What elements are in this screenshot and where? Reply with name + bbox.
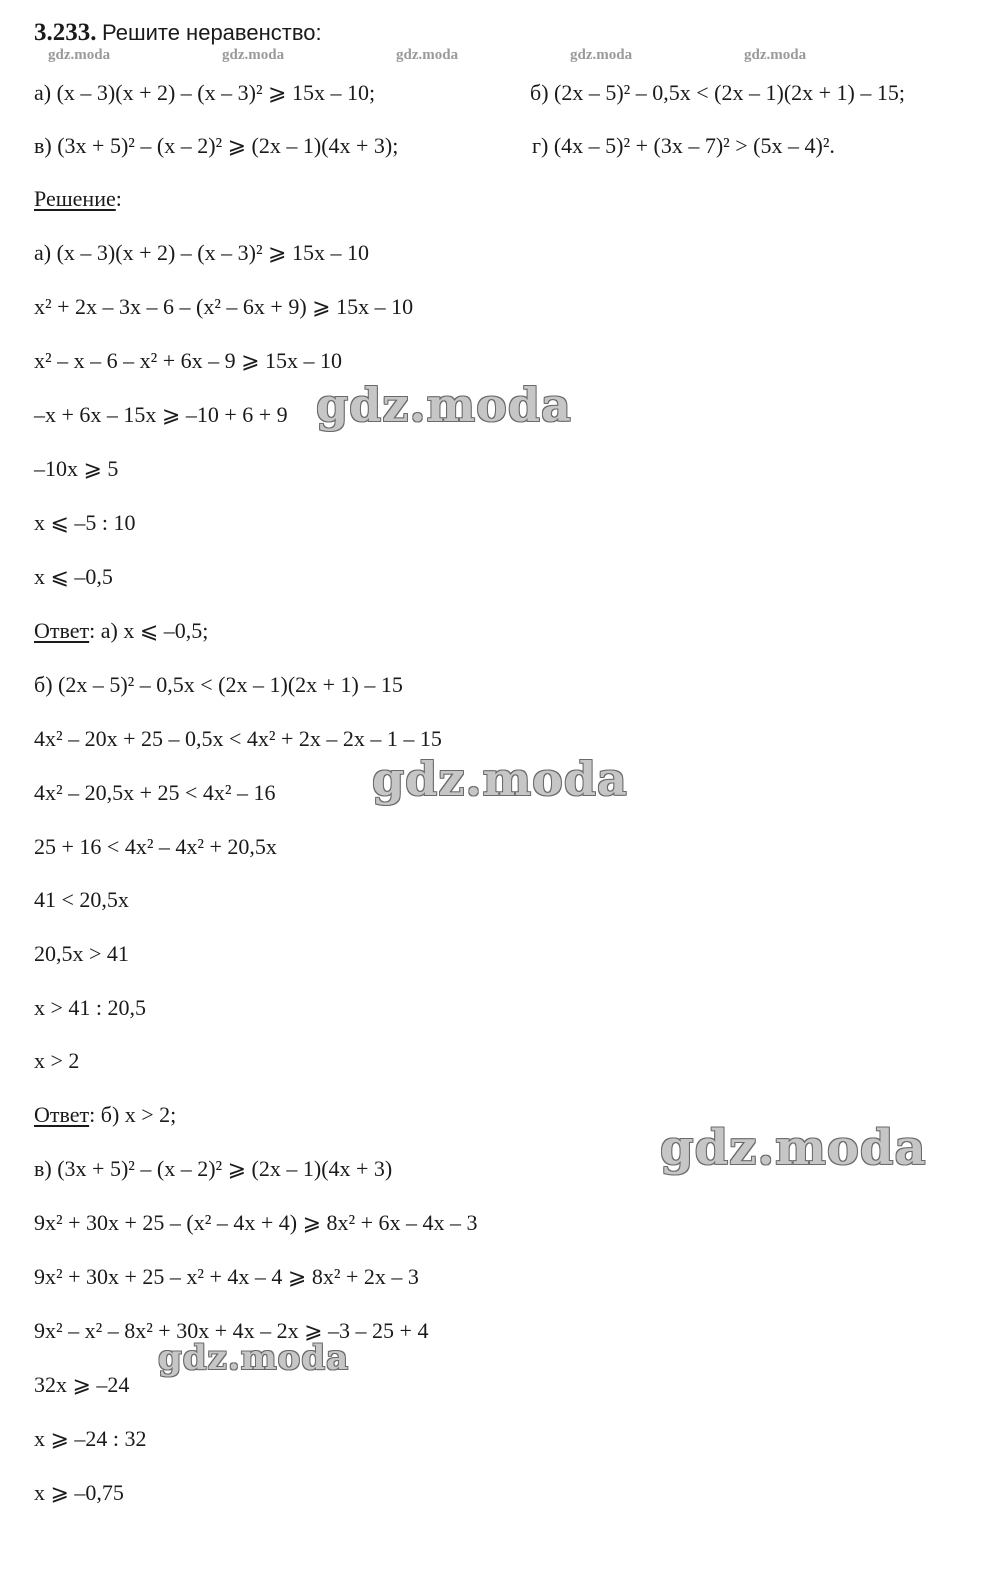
step-b-6: 20,5x > 41 [34, 941, 129, 966]
answer-a [34, 618, 208, 644]
problem-header [34, 20, 322, 46]
step-b-4: 25 + 16 < 4x² – 4x² + 20,5x [34, 834, 277, 859]
step-b-1: б) (2x – 5)² – 0,5x < (2x – 1)(2x + 1) – 15 [34, 672, 403, 697]
step-v-1: в) (3x + 5)² – (x – 2)² ⩾ (2x – 1)(4x + 3) [34, 1156, 393, 1181]
step-a-7: x ⩽ –0,5 [34, 564, 113, 589]
watermark-large-2: gdz.moda [372, 752, 628, 806]
task-b: б) (2x – 5)² – 0,5x < (2x – 1)(2x + 1) – 15; [530, 80, 905, 105]
watermark-small-2: gdz.moda [222, 47, 285, 63]
watermark-small-4: gdz.moda [570, 47, 633, 63]
step-b-3: 4x² – 20,5x + 25 < 4x² – 16 [34, 780, 276, 805]
step-v-2: 9x² + 30x + 25 – (x² – 4x + 4) ⩾ 8x² + 6x – 4x – 3 [34, 1210, 478, 1235]
solution-heading [34, 186, 122, 212]
watermark-large-3: gdz.moda [660, 1120, 927, 1176]
task-a: а) (x – 3)(x + 2) – (x – 3)² ⩾ 15x – 10; [34, 80, 376, 105]
step-b-2: 4x² – 20x + 25 – 0,5x < 4x² + 2x – 2x – 1 – 15 [34, 726, 442, 751]
answer-a-value: : а) x ⩽ –0,5; [89, 618, 209, 643]
answer-b-value: : б) x > 2; [89, 1102, 177, 1127]
step-a-1: а) (x – 3)(x + 2) – (x – 3)² ⩾ 15x – 10 [34, 240, 369, 265]
answer-label-b: Ответ [34, 1102, 90, 1127]
answer-label-a: Ответ [34, 618, 90, 643]
answer-b [34, 1102, 176, 1128]
step-v-5: 32x ⩾ –24 [34, 1372, 130, 1397]
step-a-2: x² + 2x – 3x – 6 – (x² – 6x + 9) ⩾ 15x – 10 [34, 294, 414, 319]
watermark-small-3: gdz.moda [396, 47, 459, 63]
solution-colon: : [115, 186, 122, 211]
step-b-7: x > 41 : 20,5 [34, 995, 147, 1020]
step-b-8: x > 2 [34, 1048, 80, 1073]
step-v-7: x ⩾ –0,75 [34, 1480, 124, 1505]
watermark-large-4: gdz.moda [158, 1338, 350, 1378]
watermark-small-5: gdz.moda [744, 47, 807, 63]
step-v-3: 9x² + 30x + 25 – x² + 4x – 4 ⩾ 8x² + 2x – 3 [34, 1264, 419, 1289]
task-v: в) (3x + 5)² – (x – 2)² ⩾ (2x – 1)(4x + 3); [34, 133, 399, 158]
step-a-3: x² – x – 6 – x² + 6x – 9 ⩾ 15x – 10 [34, 348, 343, 373]
step-a-5: –10x ⩾ 5 [34, 456, 119, 481]
problem-number: 3.233. [34, 19, 97, 46]
problem-title: Решите неравенство: [102, 20, 322, 45]
step-a-4: –x + 6x – 15x ⩾ –10 + 6 + 9 [34, 402, 288, 427]
step-v-4: 9x² – x² – 8x² + 30x + 4x – 2x ⩾ –3 – 25 + 4 [34, 1318, 429, 1343]
task-g: г) (4x – 5)² + (3x – 7)² > (5x – 4)². [532, 133, 835, 158]
step-b-5: 41 < 20,5x [34, 887, 129, 912]
step-a-6: x ⩽ –5 : 10 [34, 510, 136, 535]
solution-label: Решение [34, 186, 116, 211]
watermark-small-1: gdz.moda [48, 47, 111, 63]
step-v-6: x ⩾ –24 : 32 [34, 1426, 147, 1451]
watermark-large-1: gdz.moda [316, 378, 572, 432]
